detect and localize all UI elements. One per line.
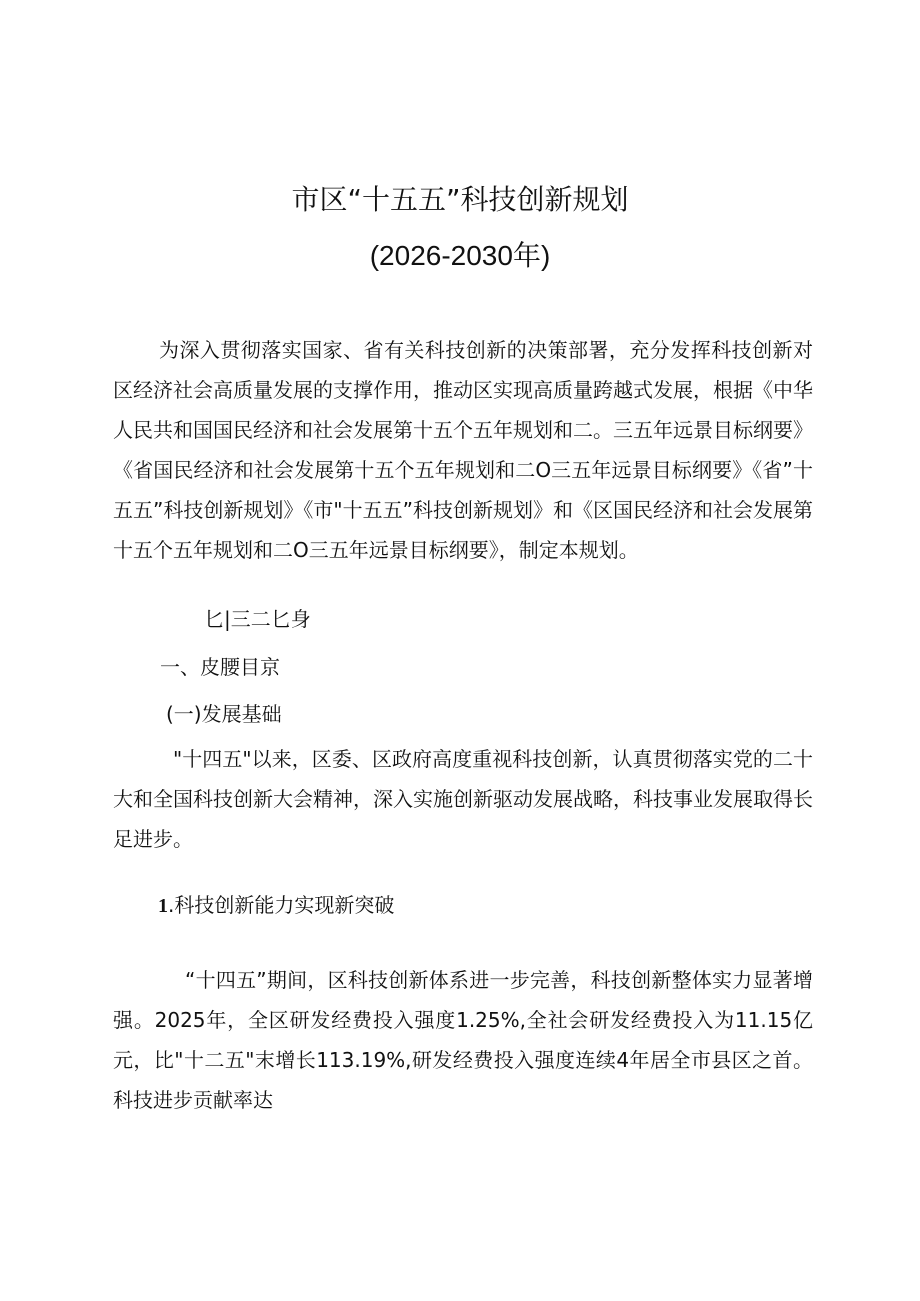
section-heading: 一、皮腰目京 (160, 655, 280, 679)
item-title: .科技创新能力实现新突破 (168, 893, 395, 917)
document-subtitle: (2026-2030年) (369, 240, 551, 271)
basis-paragraph: "十四五"以来，区委、区政府高度重视科技创新，认真贯彻落实党的二十大和全国科技创新大会精神，深入实施创新驱动发展战略，科技事业发展取得长足进步。 (113, 747, 813, 851)
item-number: 1 (158, 895, 168, 917)
item-paragraph: “十四五”期间，区科技创新体系进一步完善，科技创新整体实力显著增强。2025年，全区研发经费投入强度1.25%,全社会研发经费投入为11.15亿元，比"十二五"末增长113.19%,研发经费投入强度连续4年居全市县区之首。科技进步贡献率达 (113, 968, 813, 1112)
document-title: 市区“十五五”科技创新规划 (291, 183, 629, 216)
garbled-heading: 匕|三二匕身 (204, 607, 311, 631)
subsection-heading: (一)发展基础 (166, 702, 282, 726)
intro-paragraph: 为深入贯彻落实国家、省有关科技创新的决策部署，充分发挥科技创新对区经济社会高质量发展的支撑作用，推动区实现高质量跨越式发展，根据《中华人民共和国国民经济和社会发展第十五个五年规划和二。三五年远景目标纲要》《省国民经济和社会发展第十五个五年规划和二O三五年远景目标纲要》《省”十五五”科技创新规划》《市"十五五”科技创新规划》和《区国民经济和社会发展第十五个五年规划和二O三五年远景目标纲要》，制定本规划。 (113, 338, 813, 562)
item-heading (158, 890, 394, 921)
